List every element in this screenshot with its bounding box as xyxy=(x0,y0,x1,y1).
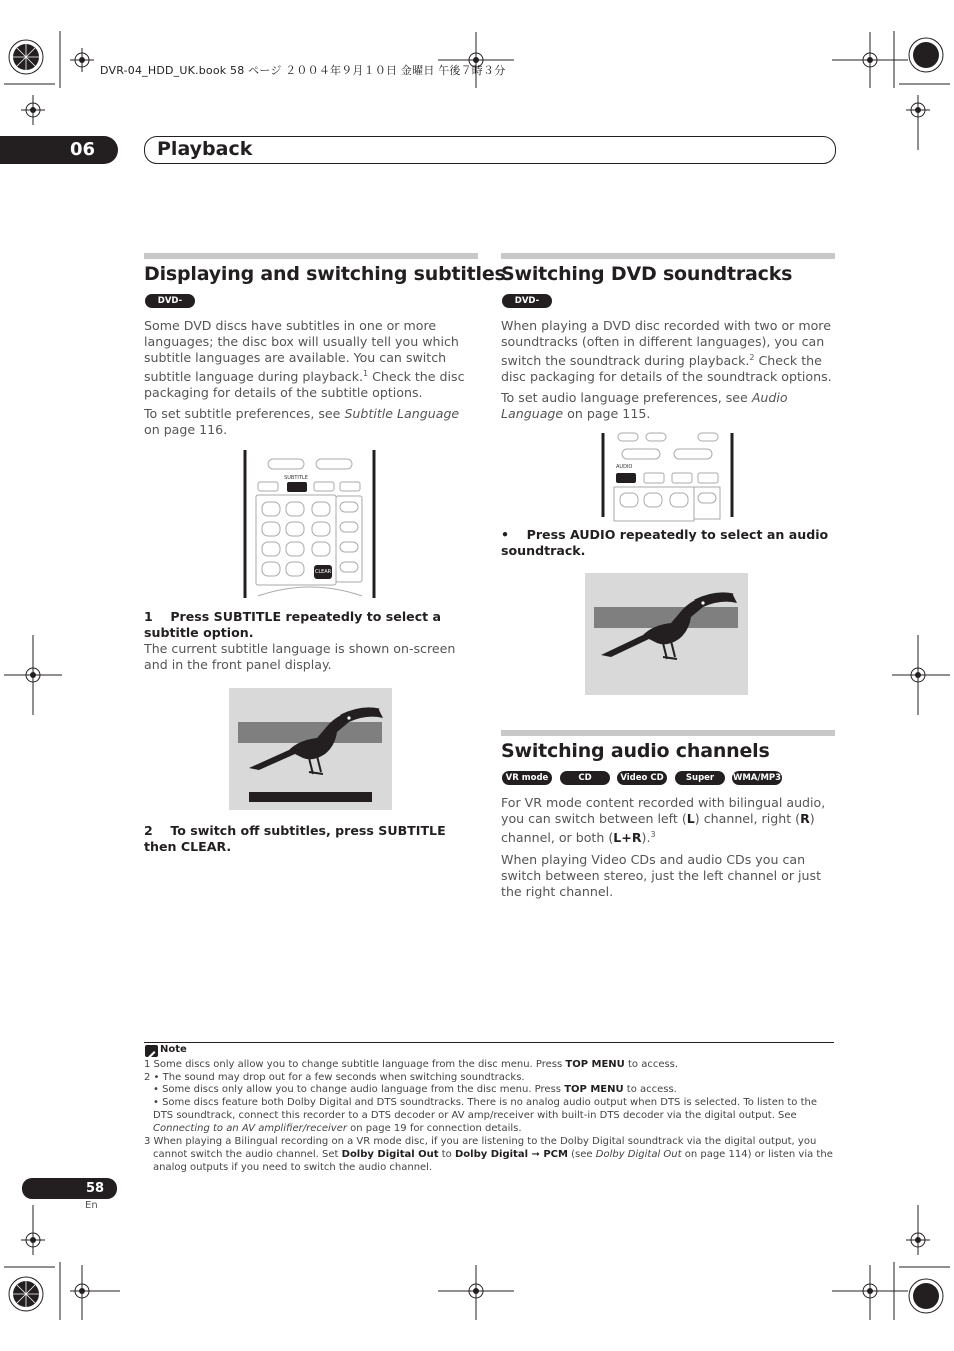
subtitle-strip xyxy=(249,792,372,802)
remote-illustration-subtitle xyxy=(244,450,376,598)
notes-heading: Note xyxy=(160,1044,187,1055)
subtitles-prefs: To set subtitle preferences, see Subtitle Language on page 116. xyxy=(144,406,460,437)
disc-tag-dvd-video: DVD-Video xyxy=(502,294,552,308)
disc-tag-dvd-video: DVD-Video xyxy=(145,294,195,308)
subtitles-step-2: 2 To switch off subtitles, press SUBTITLE then CLEAR. xyxy=(144,823,446,854)
page-number: 58 xyxy=(85,1181,105,1196)
footnote-2c: • Some discs feature both Dolby Digital and DTS soundtracks. There is no analog audio output when DTS is selected. To listen to the DTS soundtrack, connect this recorder to a DTS decoder or AV amp/receiver with built-in DTS decoder via the digital output. See Connecting to an AV amplifier/receiver on page 19 for connection details. xyxy=(153,1097,818,1134)
soundtracks-step: • Press AUDIO repeatedly to select an audio soundtrack. xyxy=(501,527,829,558)
chapter-title: Playback xyxy=(157,138,253,160)
disc-tag-cd: CD xyxy=(560,771,610,785)
remote-audio-label: AUDIO xyxy=(616,464,633,470)
channels-para-1: For VR mode content recorded with bilingual audio, you can switch between left (L) channel, right (R) channel, or both (L+R).$^3$ xyxy=(501,795,826,846)
section-rule xyxy=(144,253,478,259)
section-title-subtitles: Displaying and switching subtitles xyxy=(144,263,506,285)
subtitles-step-1: 1 Press SUBTITLE repeatedly to select a subtitle option. xyxy=(144,609,442,640)
remote-illustration-audio xyxy=(602,433,734,517)
subtitles-intro: Some DVD discs have subtitles in one or more languages; the disc box will usually tell you which subtitle languages are available. You can switch subtitle language during playback.$^1$ Check the disc packaging for details of the subtitle options. xyxy=(144,318,465,401)
audio-button-highlight xyxy=(616,473,636,483)
tv-screen-audio xyxy=(585,573,748,695)
page-language: En xyxy=(85,1200,98,1211)
chapter-number: 06 xyxy=(70,139,96,160)
soundtracks-intro: When playing a DVD disc recorded with two or more soundtracks (often in different languages), you can switch the soundtrack during playback.$^2$ Check the disc packaging for details of the soundtrack options. xyxy=(501,318,832,385)
note-pencil-icon xyxy=(145,1045,158,1057)
tv-screen-subtitles xyxy=(229,688,392,810)
soundtracks-prefs: To set audio language preferences, see Audio Language on page 115. xyxy=(501,390,788,421)
subtitle-button-highlight xyxy=(287,482,307,492)
footnote-1: 1 Some discs only allow you to change subtitle language from the disc menu. Press TOP MENU to access. xyxy=(144,1059,679,1070)
section-rule xyxy=(501,253,835,259)
remote-subtitle-label: SUBTITLE xyxy=(284,475,308,481)
disc-tag-super-vcd: Super VCD xyxy=(675,771,725,785)
footnote-3: 3 When playing a Bilingual recording on a VR mode disc, if you are listening to the Dolby Digital soundtrack via the digital output, you cannot switch the audio channel. Set Dolby Digital Out to Dolby Digital ➞ PCM (see Dolby Digital Out on page 114) or listen via the analog outputs if you need to switch the audio channel. xyxy=(144,1136,833,1173)
footnote-2a: 2 • The sound may drop out for a few seconds when switching soundtracks. xyxy=(144,1072,525,1083)
section-title-channels: Switching audio channels xyxy=(501,740,770,762)
disc-tag-video-cd: Video CD xyxy=(617,771,667,785)
toucan-icon xyxy=(585,573,748,695)
channels-para-2: When playing Video CDs and audio CDs you can switch between stereo, just the left channel or just the right channel. xyxy=(501,852,822,899)
section-rule xyxy=(501,730,835,736)
print-header: DVR-04_HDD_UK.book 58 ページ ２００４年９月１０日 金曜日 午後７時３分 xyxy=(100,64,506,77)
disc-tag-wma-mp3: WMA/MP3 xyxy=(732,773,782,783)
subtitles-step-1-body: The current subtitle language is shown on-screen and in the front panel display. xyxy=(144,641,456,672)
section-title-soundtracks: Switching DVD soundtracks xyxy=(501,263,793,285)
notes-rule xyxy=(144,1042,834,1043)
remote-clear-label: CLEAR xyxy=(314,569,332,575)
footnote-2b: • Some discs only allow you to change audio language from the disc menu. Press TOP MENU to access. xyxy=(153,1084,677,1095)
disc-tag-vr-mode: VR mode xyxy=(502,771,552,785)
